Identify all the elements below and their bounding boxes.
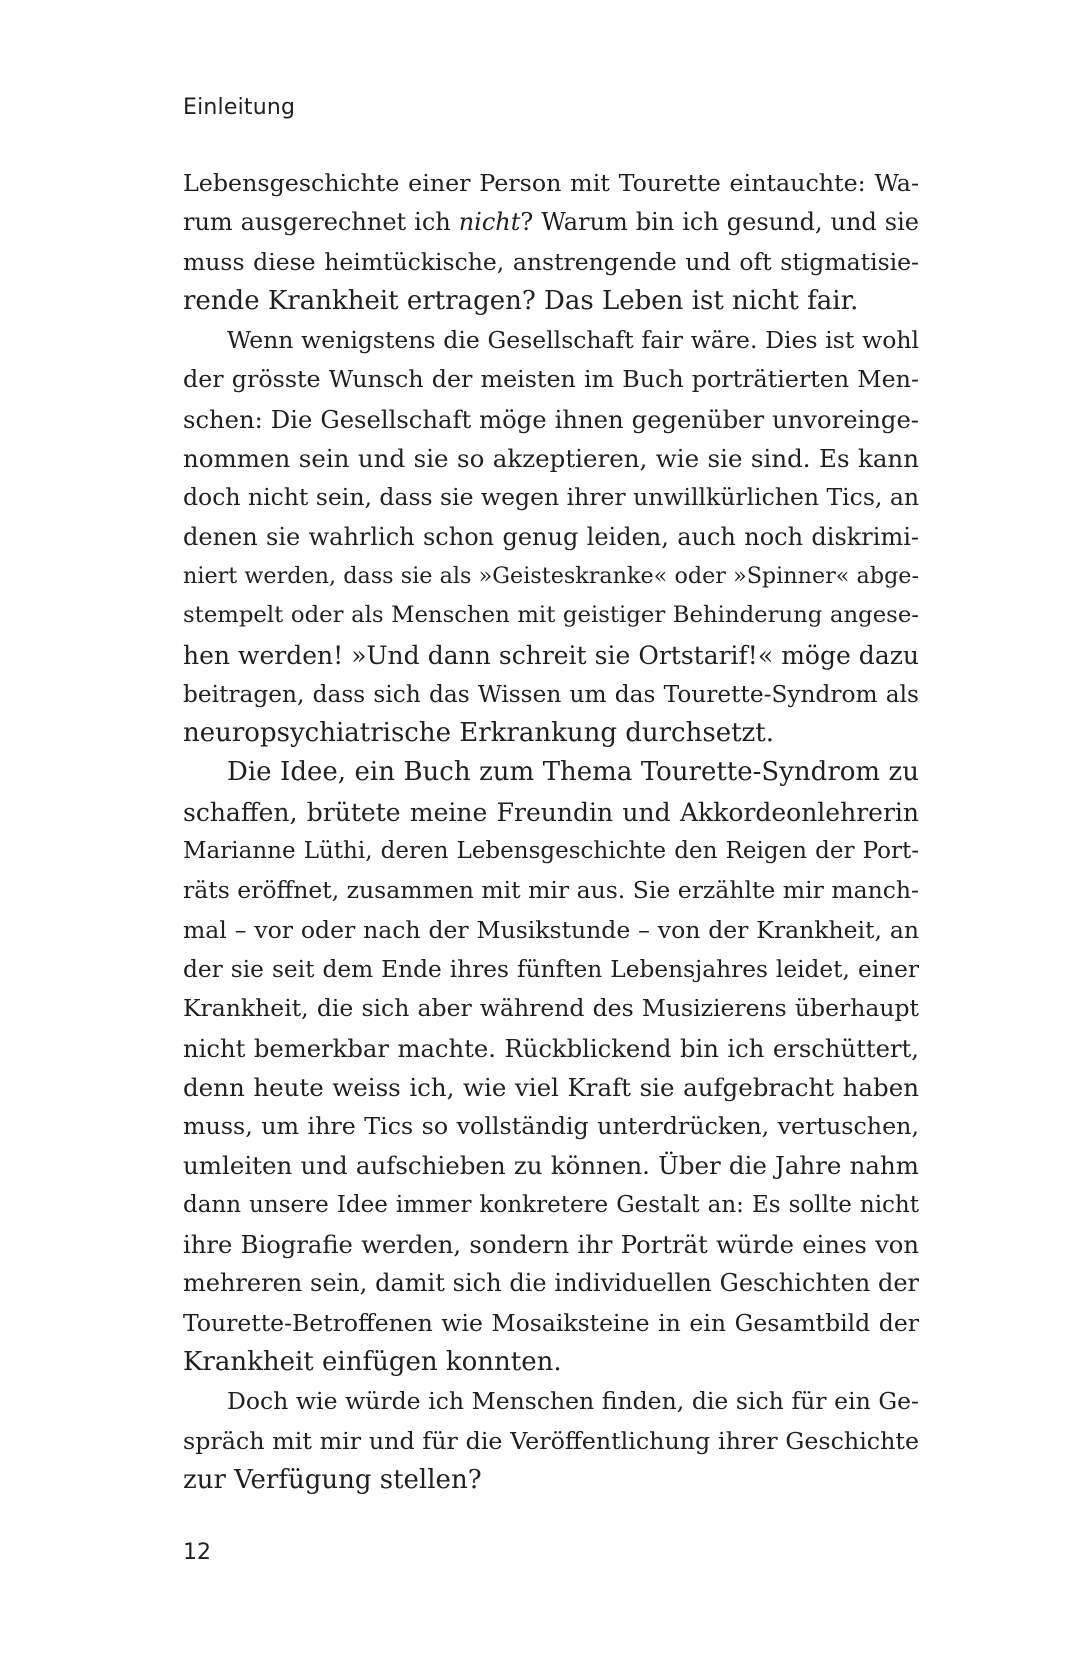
paragraph <box>183 164 919 321</box>
text-segment: niert werden, dass sie als »Geisteskranke« oder »Spinner« abge- <box>183 562 919 589</box>
text-segment: neuropsychiatrische Erkrankung durchsetzt. <box>183 718 774 749</box>
text-line <box>183 636 919 675</box>
text-line <box>183 557 919 596</box>
text-segment: umleiten und aufschieben zu können. Über die Jahre nahm <box>183 1151 919 1181</box>
text-line <box>183 243 919 282</box>
text-segment: der grösste Wunsch der meisten im Buch porträtierten Men- <box>183 365 919 394</box>
text-segment: muss, um ihre Tics so vollständig unterdrücken, vertuschen, <box>183 1112 919 1141</box>
text-line <box>183 1146 919 1185</box>
text-segment: beitragen, dass sich das Wissen um das Tourette-Syndrom als <box>183 680 919 708</box>
text-segment: zur Verfügung stellen? <box>183 1464 482 1495</box>
text-segment: rende Krankheit ertragen? Das Leben ist nicht fair. <box>183 285 859 316</box>
text-segment: Wenn wenigstens die Gesellschaft fair wäre. Dies ist wohl <box>227 326 919 355</box>
text-segment: der sie seit dem Ende ihres fünften Lebensjahres leidet, einer <box>183 955 919 983</box>
text-line <box>183 164 919 203</box>
text-segment: Lebensgeschichte einer Person mit Tourette eintauchte: Wa- <box>183 169 919 197</box>
text-segment: denn heute weiss ich, wie viel Kraft sie aufgebracht haben <box>183 1072 919 1102</box>
text-line <box>183 871 919 910</box>
text-segment: Krankheit, die sich aber während des Musizierens überhaupt <box>183 994 919 1023</box>
text-line <box>183 478 919 517</box>
text-line <box>183 439 919 478</box>
text-segment: ? Warum bin ich gesund, und sie <box>520 208 919 237</box>
paragraph <box>183 321 919 753</box>
text-segment: dann unsere Idee immer konkretere Gestalt an: Es sollte nicht <box>183 1191 919 1218</box>
text-segment: ihre Biografie werden, sondern ihr Porträt würde eines von <box>183 1230 919 1260</box>
text-line <box>183 203 919 242</box>
text-segment: Marianne Lüthi, deren Lebensgeschichte den Reigen der Port- <box>183 838 919 865</box>
text-segment: Tourette-Betroffenen wie Mosaiksteine in ein Gesamtbild der <box>183 1308 919 1337</box>
paragraph <box>183 1382 919 1500</box>
text-segment: mal – vor oder nach der Musikstunde – von der Krankheit, an <box>183 915 919 944</box>
text-line <box>183 518 919 557</box>
text-line <box>183 989 919 1028</box>
text-line <box>183 1461 919 1500</box>
text-segment: rum ausgerechnet ich <box>183 208 459 237</box>
text-line <box>183 753 919 792</box>
text-segment: denen sie wahrlich schon genug leiden, auch noch diskrimi- <box>183 522 919 551</box>
text-line <box>183 793 919 832</box>
text-line <box>183 1264 919 1303</box>
text-segment: nicht bemerkbar machte. Rückblickend bin ich erschüttert, <box>183 1033 919 1063</box>
text-line <box>183 714 919 753</box>
text-line <box>183 400 919 439</box>
body-text <box>183 164 919 1500</box>
text-line <box>183 1382 919 1421</box>
text-line <box>183 675 919 714</box>
text-line <box>183 596 919 635</box>
text-segment: mehreren sein, damit sich die individuellen Geschichten der <box>183 1269 919 1298</box>
page-number: 12 <box>183 1540 211 1565</box>
text-line <box>183 321 919 360</box>
text-line <box>183 1422 919 1461</box>
text-segment: räts eröffnet, zusammen mit mir aus. Sie erzählte mir manch- <box>183 876 919 905</box>
text-segment: doch nicht sein, dass sie wegen ihrer unwillkürlichen Tics, an <box>183 483 919 512</box>
running-head: Einleitung <box>183 95 296 120</box>
text-line <box>183 950 919 989</box>
text-segment: spräch mit mir und für die Veröffentlichung ihrer Geschichte <box>183 1426 919 1455</box>
text-line <box>183 1068 919 1107</box>
text-segment: nommen sein und sie so akzeptieren, wie sie sind. Es kann <box>183 444 919 474</box>
text-segment: schen: Die Gesellschaft möge ihnen gegenüber unvoreinge- <box>183 404 919 434</box>
text-segment: muss diese heimtückische, anstrengende und oft stigmatisie- <box>183 247 919 276</box>
text-line <box>183 911 919 950</box>
text-segment: hen werden! »Und dann schreit sie Ortstarif!« möge dazu <box>183 640 919 670</box>
text-segment: Die Idee, ein Buch zum Thema Tourette-Syndrom zu <box>227 757 919 788</box>
paragraph <box>183 753 919 1382</box>
text-segment: schaffen, brütete meine Freundin und Akkordeonlehrerin <box>183 797 919 827</box>
text-line <box>183 1225 919 1264</box>
text-line <box>183 282 919 321</box>
text-segment: Doch wie würde ich Menschen finden, die sich für ein Ge- <box>227 1387 919 1416</box>
text-line <box>183 1029 919 1068</box>
text-line <box>183 360 919 399</box>
text-line <box>183 1107 919 1146</box>
text-line <box>183 832 919 871</box>
text-segment: stempelt oder als Menschen mit geistiger Behinderung angese- <box>183 602 919 629</box>
text-segment: Krankheit einfügen konnten. <box>183 1346 562 1377</box>
text-line <box>183 1186 919 1225</box>
text-line <box>183 1343 919 1382</box>
emphasis-text: nicht <box>458 208 521 237</box>
text-line <box>183 1304 919 1343</box>
